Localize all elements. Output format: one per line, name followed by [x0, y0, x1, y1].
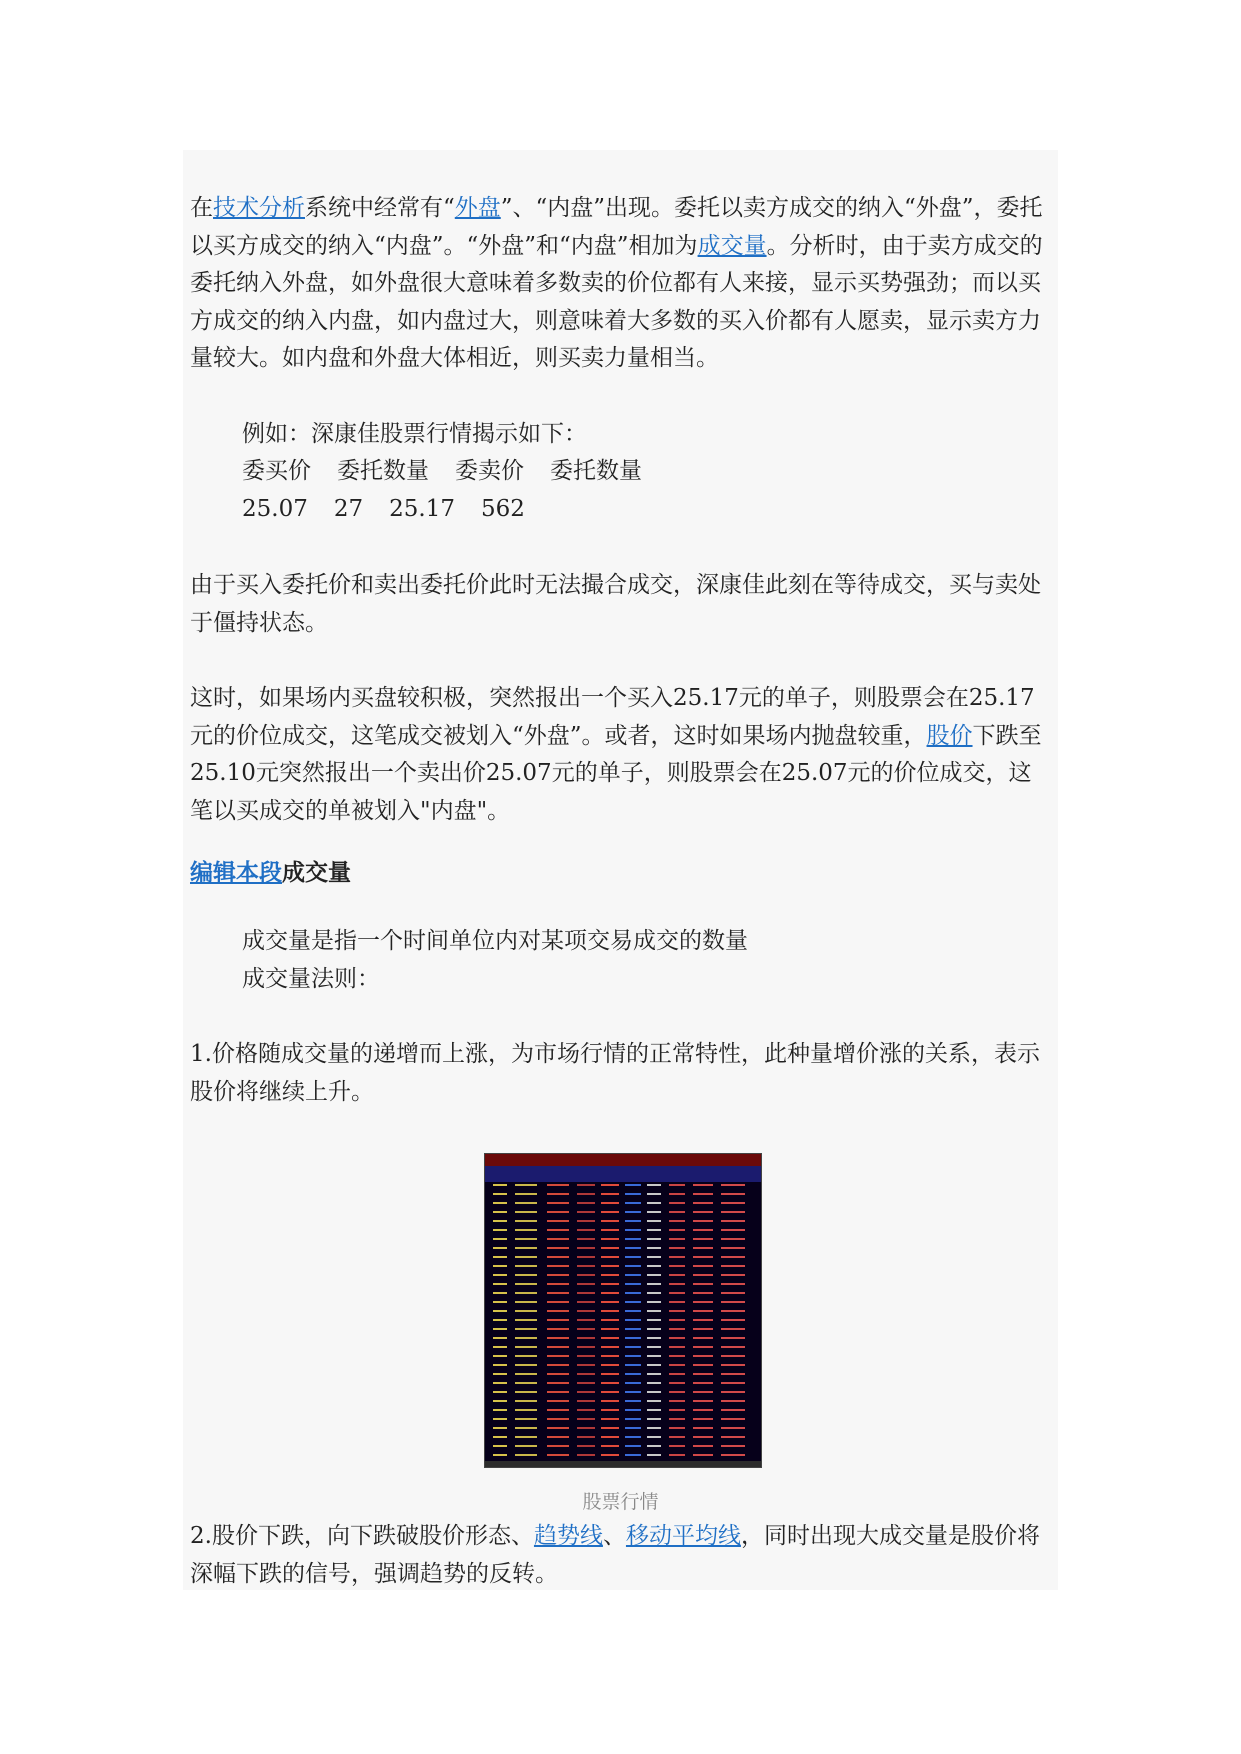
image-column — [547, 1184, 569, 1461]
image-caption: 股票行情 — [582, 1491, 659, 1513]
col-ask-qty: 委托数量 — [550, 458, 642, 484]
text: ”、“内盘”出现。委托以卖方成交的纳入“外盘”，委托以买方成交的纳入“内盘”。“外盘”和“内盘”相加为 — [190, 195, 1043, 259]
image-column — [721, 1184, 745, 1461]
image-column — [669, 1184, 685, 1461]
link-outer-disk[interactable]: 外盘 — [454, 195, 501, 221]
link-trendline[interactable]: 趋势线 — [533, 1523, 603, 1549]
link-stock-price[interactable]: 股价 — [926, 722, 973, 749]
quote-table-header — [190, 453, 1048, 491]
section-title: 成交量 — [282, 860, 351, 886]
link-moving-average[interactable]: 移动平均线 — [625, 1523, 741, 1549]
col-bid-qty: 委托数量 — [337, 458, 429, 484]
text: 、 — [602, 1523, 626, 1549]
val-ask-price: 25.17 — [389, 496, 455, 522]
volume-definition: 成交量是指一个时间单位内对某项交易成交的数量 — [242, 928, 748, 954]
link-technical-analysis[interactable]: 技术分析 — [213, 195, 305, 221]
paragraph-deadlock: 由于买入委托价和卖出委托价此时无法撮合成交，深康佳此刻在等待成交，买与卖处于僵持状态。 — [190, 572, 1041, 636]
col-bid-price: 委买价 — [242, 458, 311, 484]
image-column — [647, 1184, 661, 1461]
stock-quote-image — [484, 1153, 762, 1468]
section-heading — [190, 855, 1048, 893]
image-column — [577, 1184, 595, 1461]
image-column — [693, 1184, 713, 1461]
paragraph-intro — [190, 190, 1048, 378]
rule-1: 1.价格随成交量的递增而上涨，为市场行情的正常特性，此种量增价涨的关系，表示股价将继续上升。 — [190, 1041, 1040, 1105]
image-column — [625, 1184, 641, 1461]
text: 2.股价下跌，向下跌破股价形态、 — [190, 1523, 534, 1549]
image-column — [515, 1184, 537, 1461]
val-bid-qty: 27 — [333, 496, 364, 522]
text: 下跌至25.10元突然报出一个卖出价25.07元的单子，则股票会在25.07元的价位成交，这笔以买成交的单被划入"内盘"。 — [190, 722, 1042, 824]
link-volume[interactable]: 成交量 — [697, 232, 767, 259]
text: 在 — [190, 195, 213, 221]
val-bid-price: 25.07 — [242, 496, 308, 522]
text: ，同时出现大成交量是股价将深幅下跌的信号，强调趋势的反转。 — [190, 1523, 1040, 1587]
image-column — [601, 1184, 619, 1461]
rule-2 — [190, 1518, 1048, 1593]
image-column — [493, 1184, 507, 1461]
text: 系统中经常有“ — [305, 195, 455, 221]
col-ask-price: 委卖价 — [455, 458, 524, 484]
quote-table-values — [190, 491, 1048, 529]
image-header-row — [485, 1166, 761, 1182]
image-status-bar — [485, 1461, 761, 1467]
volume-rules-label: 成交量法则： — [242, 966, 380, 992]
paragraph-trade-example — [190, 680, 1048, 830]
text: 。分析时，由于卖方成交的委托纳入外盘，如外盘很大意味着多数卖的价位都有人来接，显示买势强劲；而以买方成交的纳入内盘，如内盘过大，则意味着大多数的买入价都有人愿卖，显示卖方力量较大。如内盘和外盘大体相近，则买卖力量相当。 — [190, 232, 1043, 372]
image-tab-bar — [485, 1154, 761, 1166]
text: 这时，如果场内买盘较积极，突然报出一个买入25.17元的单子，则股票会在25.17元的价位成交，这笔成交被划入“外盘”。或者，这时如果场内抛盘较重， — [190, 685, 1035, 749]
example-intro: 例如：深康佳股票行情揭示如下： — [242, 421, 587, 447]
edit-section-link[interactable]: 编辑本段 — [190, 860, 282, 886]
val-ask-qty: 562 — [481, 496, 525, 522]
